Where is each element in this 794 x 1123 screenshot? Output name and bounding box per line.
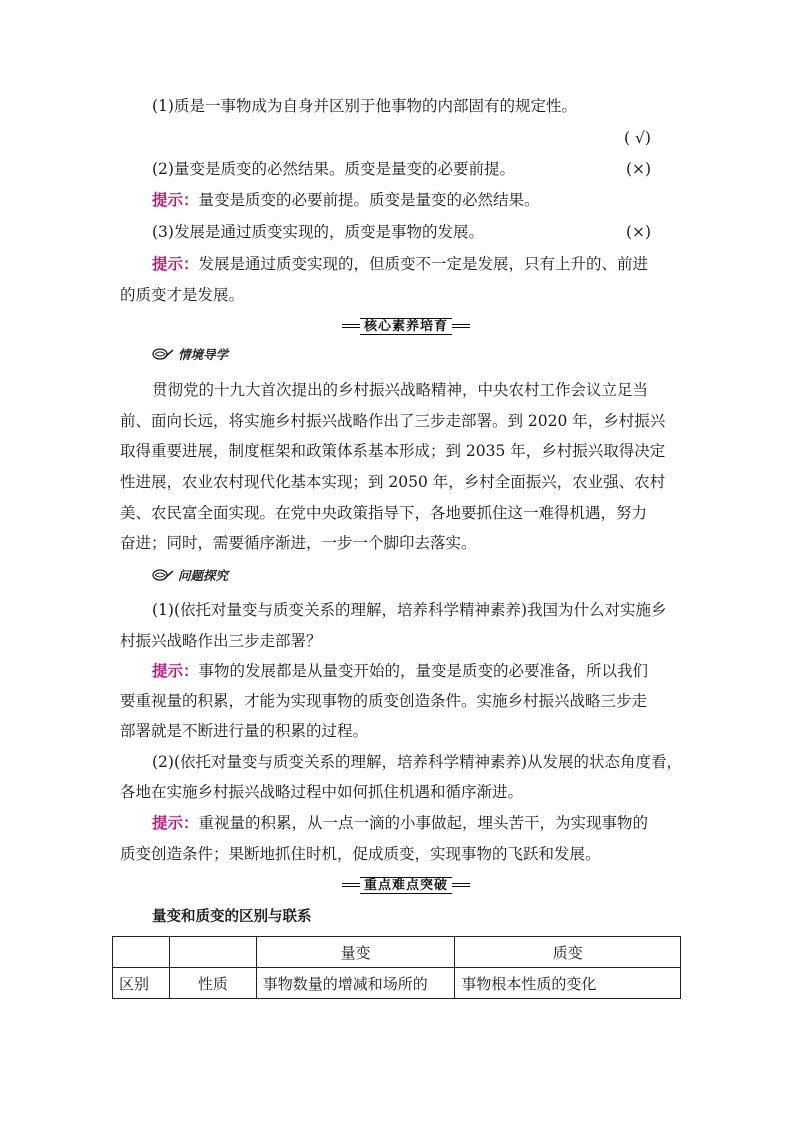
section-banner-key — [342, 875, 470, 895]
table-cell-category: 区别 — [113, 968, 170, 999]
hint-label: 提示： — [152, 813, 199, 832]
banner-left-rule — [342, 883, 360, 887]
banner-title: 重点难点突破 — [360, 877, 452, 894]
table-cell-qualitative: 事物根本性质的变化 — [455, 968, 681, 999]
table-header-qualitative: 质变 — [455, 937, 681, 968]
judgment-1-mark: ( √) — [624, 129, 651, 147]
table-row — [113, 968, 681, 999]
judgment-3: (3)发展是通过质变实现的，质变是事物的发展。 — [152, 223, 484, 241]
situation-line: 性进展，农业农村现代化基本实现；到 2050 年，乡村全面振兴，农业强、农村 — [120, 473, 666, 491]
banner-left-rule — [342, 324, 360, 328]
table-title: 量变和质变的区别与联系 — [152, 909, 312, 925]
hint-label: 提示： — [152, 661, 199, 680]
table-header-row — [113, 937, 681, 968]
question-2-cont: 各地在实施乡村振兴战略过程中如何抓住机遇和循序渐进。 — [120, 783, 524, 801]
question-1-cont: 村振兴战略作出三步走部署？ — [120, 632, 322, 650]
hint-text: 量变是质变的必要前提。质变是量变的必然结果。 — [198, 191, 540, 209]
answer-2-text: 重视量的积累，从一点一滴的小事做起，埋头苦干，为实现事物的 — [198, 814, 649, 832]
banner-title: 核心素养培育 — [360, 318, 452, 335]
comparison-table — [112, 936, 681, 999]
table-cell-quantitative: 事物数量的增减和场所的 — [256, 968, 455, 999]
book-pen-icon — [152, 347, 174, 361]
situation-line: 奋进；同时，需要循序渐进，一步一个脚印去落实。 — [120, 534, 477, 552]
table-cell — [169, 937, 256, 968]
judgment-3-hint-cont: 的质变才是发展。 — [120, 286, 245, 304]
subheading-situation — [152, 345, 228, 363]
question-2: (2)(依托对量变与质变关系的理解，培养科学精神素养)从发展的状态角度看， — [152, 753, 683, 771]
hint-text: 发展是通过质变实现的，但质变不一定是发展，只有上升的、前进 — [198, 255, 649, 273]
answer-2-cont: 质变创造条件；果断地抓住时机，促成质变，实现事物的飞跃和发展。 — [120, 845, 601, 863]
situation-line: 取得重要进展，制度框架和政策体系基本形成；到 2035 年，乡村振兴取得决定 — [120, 442, 666, 460]
answer-1 — [152, 660, 648, 682]
situation-line: 贯彻党的十九大首次提出的乡村振兴战略精神，中央农村工作会议立足当 — [152, 381, 649, 399]
banner-right-rule — [452, 883, 470, 887]
judgment-2-hint — [152, 189, 540, 211]
banner-right-rule — [452, 324, 470, 328]
answer-1-text: 事物的发展都是从量变开始的，量变是质变的必要准备，所以我们 — [198, 662, 649, 680]
judgment-2: (2)量变是质变的必然结果。质变是量变的必要前提。 — [152, 160, 515, 178]
hint-label: 提示： — [152, 254, 199, 273]
situation-line: 前、面向长远，将实施乡村振兴战略作出了三步走部署。到 2020 年，乡村振兴 — [120, 412, 666, 430]
subheading-inquiry-label: 问题探究 — [178, 568, 229, 583]
table-header-quantitative: 量变 — [256, 937, 455, 968]
subheading-inquiry — [152, 566, 228, 584]
judgment-2-mark: (×) — [626, 160, 652, 178]
situation-line: 美、农民富全面实现。在党中央政策指导下，各地要抓住这一难得机遇，努力 — [120, 504, 648, 522]
judgment-1: (1)质是一事物成为自身并区别于他事物的内部固有的规定性。 — [152, 97, 577, 115]
answer-1-cont: 要重视量的积累，才能为实现事物的质变创造条件。实施乡村振兴战略三步走 — [120, 692, 648, 710]
judgment-3-hint — [152, 253, 648, 275]
table-cell — [113, 937, 170, 968]
book-pen-icon — [152, 568, 174, 582]
answer-2 — [152, 812, 648, 834]
answer-1-cont: 部署就是不断进行量的积累的过程。 — [120, 722, 369, 740]
subheading-situation-label: 情境导学 — [178, 347, 229, 362]
question-1: (1)(依托对量变与质变关系的理解，培养科学精神素养)我国为什么对实施乡 — [152, 601, 667, 619]
judgment-3-mark: (×) — [626, 223, 652, 241]
hint-label: 提示： — [152, 190, 199, 209]
table-cell-aspect: 性质 — [169, 968, 256, 999]
section-banner-core — [342, 316, 470, 336]
